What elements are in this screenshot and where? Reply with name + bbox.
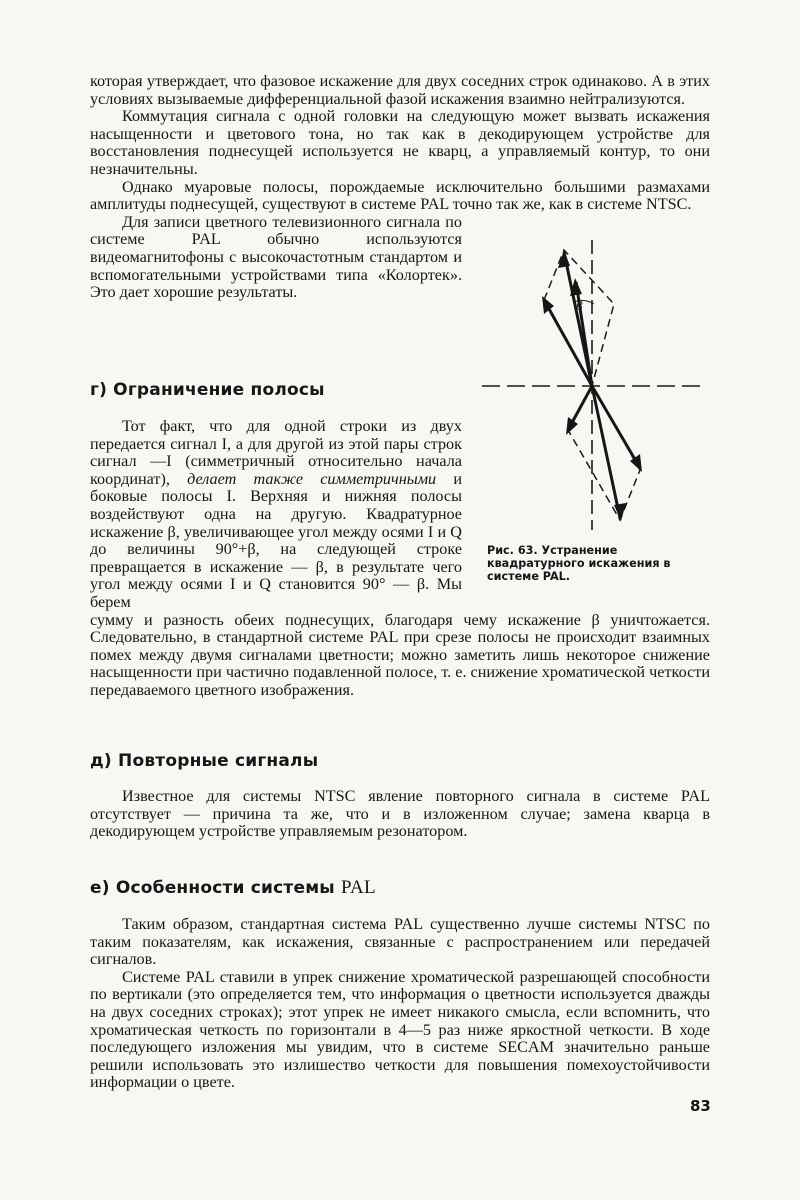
paragraph-1: которая утверждает, что фазовое искажение для двух соседних строк одинаково. А в этих условиях вызываемые дифференциальной фазой искажения взаимно нейтрализуются. xyxy=(90,72,710,108)
section-e-body xyxy=(90,916,710,1092)
section-g-paragraph-wide: сумму и разность обеих поднесущих, благодаря чему искажение β уничтожается. Следовательно, в стандартной системе PAL при срезе полосы не происходит взаимных помех между двумя сигналами цветности; можно заметить лишь некоторое снижение насыщенности при частично подавленной полосе, т. е. снижение хроматической четкости передаваемого цветного изображения. xyxy=(90,610,710,699)
section-g-heading: г) Ограничение полосы xyxy=(90,380,325,400)
section-d-paragraph: Известное для системы NTSC явление повторного сигнала в системе PAL отсутствует — причина та же, что и в изложенном случае; замена кварца в декодирующем устройстве управляемым резонатором. xyxy=(90,787,710,841)
paragraph-4: Для записи цветного телевизионного сигнала по системе PAL обычно используются видеомагнитофоны с высокочастотным стандартом и вспомогательными устройствами типа «Колортек». Это дает хорошие результаты. xyxy=(90,212,462,302)
section-e-heading-text: е) Особенности системы xyxy=(90,878,335,898)
paragraph-2: Коммутация сигнала с одной головки на следующую может вызвать искажения насыщенности и цветового тона, но так как в декодирующем устройстве для восстановления поднесущей используется не кварц, а управляемый контур, то они незначительны. xyxy=(90,107,710,178)
section-g-emphasis: делает также симметричными xyxy=(187,469,437,488)
figure-63-vector-diagram xyxy=(478,238,713,538)
section-g-paragraph-narrow xyxy=(90,418,462,612)
section-d-body xyxy=(90,788,710,841)
section-d-heading: д) Повторные сигналы xyxy=(90,751,319,771)
beta-label: β xyxy=(576,298,583,313)
vector-down-right xyxy=(592,386,620,518)
section-e-paragraph-2: Системе PAL ставили в упрек снижение хроматической разрешающей способности по вертикали (это определяется тем, что информация о цветности используется дважды на двух соседних строках); этот упрек не имеет никакого смысла, если вспомнить, что хроматическая четкость по горизонтали в 4—5 раз ниже яркостной четкости. В ходе последующего изложения мы увидим, что в системе SECAM значительно раньше решили использовать это излишество четкости для повышения помехоустойчивости информации о цвете. xyxy=(90,967,710,1092)
section-e-heading-pal: PAL xyxy=(341,877,376,898)
arrowhead-up-short xyxy=(542,296,554,314)
section-e-heading xyxy=(90,877,376,899)
figure-caption: Рис. 63. Устранение квадратурного искажения в системе PAL. xyxy=(487,544,671,583)
section-e-paragraph-1: Таким образом, стандартная система PAL существенно лучше системы NTSC по таким показателям, как искажения, связанные с распространением или передачей сигналов. xyxy=(90,915,710,969)
section-g-text-a: Тот факт, что для одной строки из двух передается сигнал I, а для другой из этой пары строк сигнал —I (симметричный относительно начала координат), xyxy=(90,417,462,488)
paragraph-3: Однако муаровые полосы, порождаемые исключительно большими размахами амплитуды поднесущей, существуют в системе PAL точно так же, как в системе NTSC. xyxy=(90,177,710,214)
page-number: 83 xyxy=(690,1097,711,1115)
section-g-text-b: и боковые полосы I. Верхняя и нижняя полосы воздействуют одна на другую. Квадратурное искажение β, увеличивающее угол между осями I и Q до величины 90°+β, на следующей строке превращается в искажение — β, в результате чего угол между осями I и Q становится 90° — β. Мы берем xyxy=(90,469,462,611)
